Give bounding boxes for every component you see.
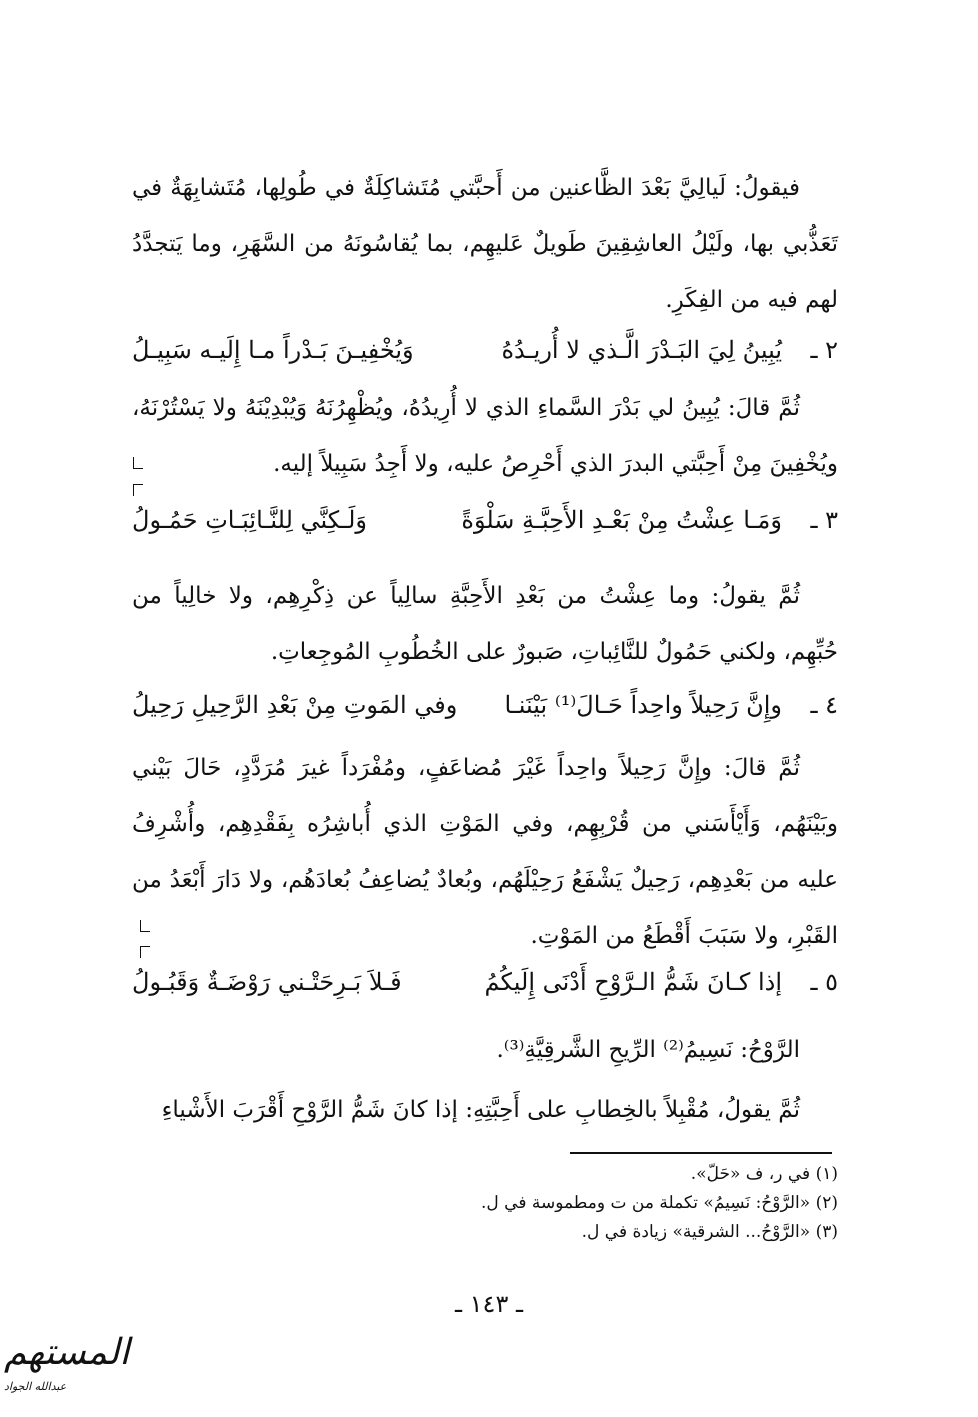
footnotes: [278, 1160, 838, 1247]
verse-number: ٤ ـ: [810, 691, 838, 719]
verse-5: [132, 962, 838, 1002]
section-end-mark: [140, 920, 150, 932]
verse-first-hemistich: وإِنَّ رَحِيلاً واحِداً حَـالَ⁽¹⁾ بَيْنَنـا: [504, 691, 782, 719]
section-end-mark: [133, 457, 143, 469]
footnote-1: (١) في ر، ف «حَلّ».: [690, 1164, 838, 1184]
verse-first-hemistich: يُبِينُ لِيَ البَـدْرَ الَّـذي لا أُريـدُهُ: [501, 336, 782, 364]
verse-second-hemistich: وفي المَوتِ مِنْ بَعْدِ الرَّحِيلِ رَحِيلُ: [132, 691, 458, 719]
verse-second-hemistich: فَـلاَ بَـرِحَتْـني رَوْضَـةٌ وَقَبُـولُ: [132, 968, 402, 996]
commentary-paragraph-2: ثُمَّ قالَ: يُبِينُ لي بَدْرَ السَّماءِ الذي لا أُرِيدُهُ، ويُظْهِرُنَهُ وَيُبْدِيْنَهُ ولا يَسْتُرْنَهُ، ويُخْفِينَ مِنْ أَحِبَّتي البدرَ الذي أَحْرِصُ عليه، ولا أَجِدُ سَبِيلاً إليه.: [132, 395, 838, 477]
verse-second-hemistich: وَلَـكِنَّي لِلنَّـائِبَـاتِ حَمُـولُ: [132, 506, 367, 534]
verse-gloss: الرَّوْحُ: نَسِيمُ⁽²⁾ الرِّيحِ الشَّرقِيَّةِ⁽³⁾.: [496, 1037, 800, 1063]
page-number: ـ ١٤٣ ـ: [454, 1290, 523, 1318]
commentary-paragraph-4: ثُمَّ قالَ: وإِنَّ رَحِيلاً واحِداً غَيْرَ مُضاعَفٍ، ومُفْرَداً غيرَ مُرَدَّدٍ، حَالَ بَيْني وبَيْنَهُم، وَأَيْأَسَني من قُرْبِهِم، وفي المَوْتِ الذي أُباشِرُه بِفَقْدِهِم، وأُشْرِفُ عليه من بَعْدِهِم، رَحِيلٌ يَشْفَعُ رَحِيْلَهُم، وبُعادٌ يُضاعِفُ بُعادَهُم، ولا دَارَ أَبْعَدُ من القَبْرِ، ولا سَبَبَ أَقْطَعُ من المَوْتِ.: [132, 755, 838, 949]
footnote-divider: [570, 1152, 832, 1154]
section-start-mark: [140, 946, 150, 958]
section-start-mark: [133, 484, 143, 496]
verse-number: ٣ ـ: [810, 506, 838, 534]
commentary-paragraph-3: ثُمَّ يقولُ: وما عِشْتُ من بَعْدِ الأَحِبَّةِ سالِياً عن ذِكْرِهِم، ولا خالِياً من حُبِّهِم، ولكني حَمُولٌ للنَّائِباتِ، صَبورٌ على الخُطُوبِ المُوجِعاتِ.: [132, 583, 838, 665]
verse-3: [132, 500, 838, 540]
commentary-paragraph-1: فيقولُ: لَيالِيَّ بَعْدَ الظَّاعنين من أَحبَّتي مُتَشاكِلَةٌ في طُولِها، مُتَشابِهَةٌ في تَعَذُّبي بها، ولَيْلُ العاشِقِينَ طَويلٌ عَليهِم، بما يُقاسُونَهُ من السَّهَرِ، وما يَتجدَّدُ لهم فيه من الفِكَرِ.: [132, 175, 838, 313]
logo-text: المستهم: [4, 1332, 130, 1373]
verse-number: ٥ ـ: [810, 968, 838, 996]
footnote-3: (٣) «الرَّوْحُ... الشرقية» زيادة في ل.: [581, 1222, 838, 1242]
verse-second-hemistich: وَيُخْفِيـنَ بَـدْراً مـا إِلَيـه سَبِيـلُ: [132, 336, 414, 364]
footnote-2: (٢) «الرَّوْحُ: نَسِيمُ» تكملة من ت ومطموسة في ل.: [480, 1193, 838, 1213]
logo-subtext: عبدالله الجواد: [4, 1380, 67, 1393]
verse-4: [132, 685, 838, 725]
commentary-paragraph-5: ثُمَّ يقولُ، مُقْبِلاً بالخِطابِ على أَحِبَّتِهِ: إذا كانَ شَمُّ الرَّوْحِ أَقْرَبَ الأَشْياءِ: [161, 1097, 800, 1123]
verse-first-hemistich: وَمَـا عِشْتُ مِنْ بَعْـدِ الأَحِبَّـةِ سَلْوَةً: [461, 506, 782, 534]
verse-2: [132, 330, 838, 370]
publisher-logo: [4, 1330, 130, 1412]
verse-first-hemistich: إذا كـانَ شَمُّ الـرَّوْحِ أَدْنَى إِلَيكُمُ: [484, 968, 782, 996]
verse-number: ٢ ـ: [810, 336, 838, 364]
